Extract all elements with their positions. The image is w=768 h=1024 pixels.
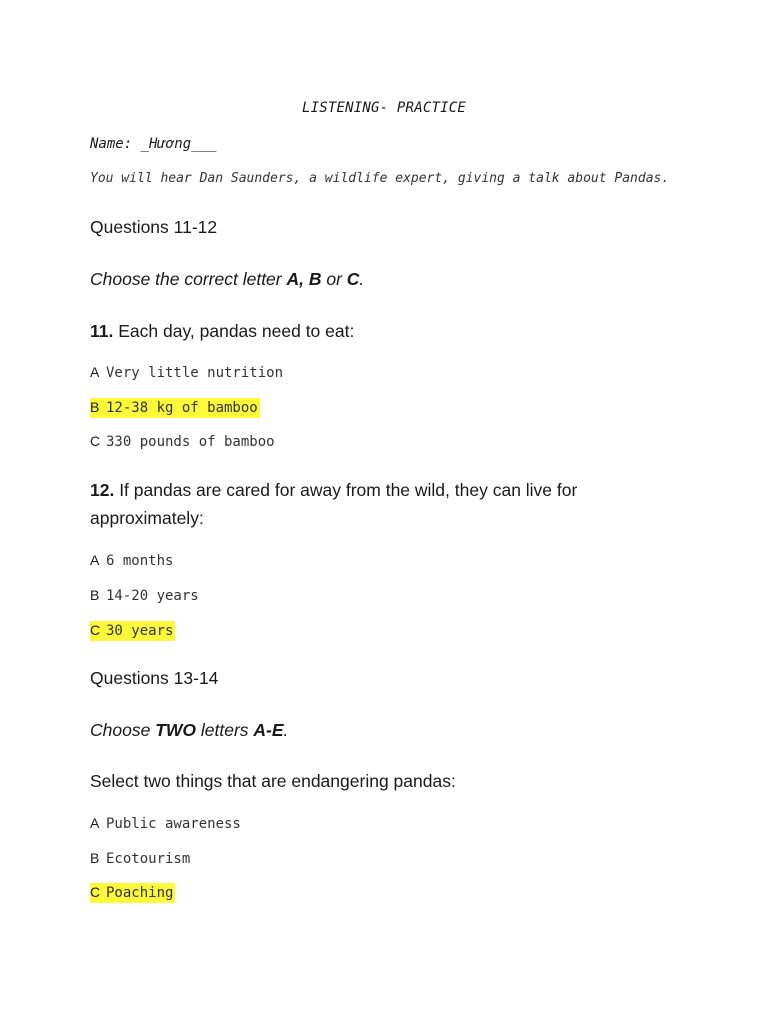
option-text: Public awareness <box>106 816 241 832</box>
option-letter: C <box>90 433 101 449</box>
option-letter: A <box>90 815 100 831</box>
question-13-14-prompt: Select two things that are endangering pandas: <box>90 771 456 791</box>
instruction-two: TWO <box>155 720 197 740</box>
option-12-b <box>90 586 199 606</box>
instruction-prefix: Choose the correct letter <box>90 269 287 289</box>
question-number: 11. <box>90 321 114 341</box>
instruction-mid: letters <box>196 720 254 740</box>
option-letter: C <box>90 622 101 638</box>
option-11-c <box>90 432 275 452</box>
option-letter: C <box>90 884 101 900</box>
option-text: Very little nutrition <box>106 365 284 381</box>
option-text: Ecotourism <box>106 851 191 867</box>
option-text: Poaching <box>106 885 174 901</box>
option-13-b <box>90 849 190 869</box>
question-text-line2: approximately: <box>90 508 204 528</box>
question-11 <box>90 317 354 345</box>
option-text: 6 months <box>106 553 174 569</box>
option-11-a <box>90 363 283 383</box>
option-13-c <box>90 883 175 903</box>
student-name: Name: _Hương___ <box>90 136 217 152</box>
intro-text: You will hear Dan Saunders, a wildlife expert, giving a talk about Pandas. <box>90 171 670 186</box>
instruction-end: . <box>283 720 289 740</box>
section-heading-13-14: Questions 13-14 <box>90 668 219 688</box>
page-title: LISTENING- PRACTICE <box>302 100 466 116</box>
question-text: Each day, pandas need to eat: <box>113 321 355 341</box>
instruction-prefix: Choose <box>90 720 156 740</box>
option-text: 12-38 kg of bamboo <box>106 400 258 416</box>
option-11-b <box>90 398 260 418</box>
instruction-or: or <box>321 269 347 289</box>
instruction-c: C <box>346 269 360 289</box>
instruction-end: . <box>359 269 365 289</box>
option-letter: A <box>90 364 100 380</box>
option-12-c <box>90 621 175 641</box>
instruction-range: A-E <box>253 720 284 740</box>
option-13-a <box>90 814 241 834</box>
instruction-letters: A, B <box>286 269 322 289</box>
option-letter: B <box>90 587 100 603</box>
question-text-line1: If pandas are cared for away from the wild, they can live for <box>114 480 578 500</box>
question-12 <box>90 476 577 532</box>
option-letter: A <box>90 552 100 568</box>
section-heading-11-12: Questions 11-12 <box>90 217 218 237</box>
option-text: 330 pounds of bamboo <box>106 434 275 450</box>
option-letter: B <box>90 399 100 415</box>
section-instruction-13-14 <box>90 716 288 744</box>
question-number: 12. <box>90 480 115 500</box>
option-text: 14-20 years <box>106 588 199 604</box>
option-12-a <box>90 551 173 571</box>
section-instruction-11-12 <box>90 265 364 293</box>
option-letter: B <box>90 850 100 866</box>
option-text: 30 years <box>106 623 174 639</box>
